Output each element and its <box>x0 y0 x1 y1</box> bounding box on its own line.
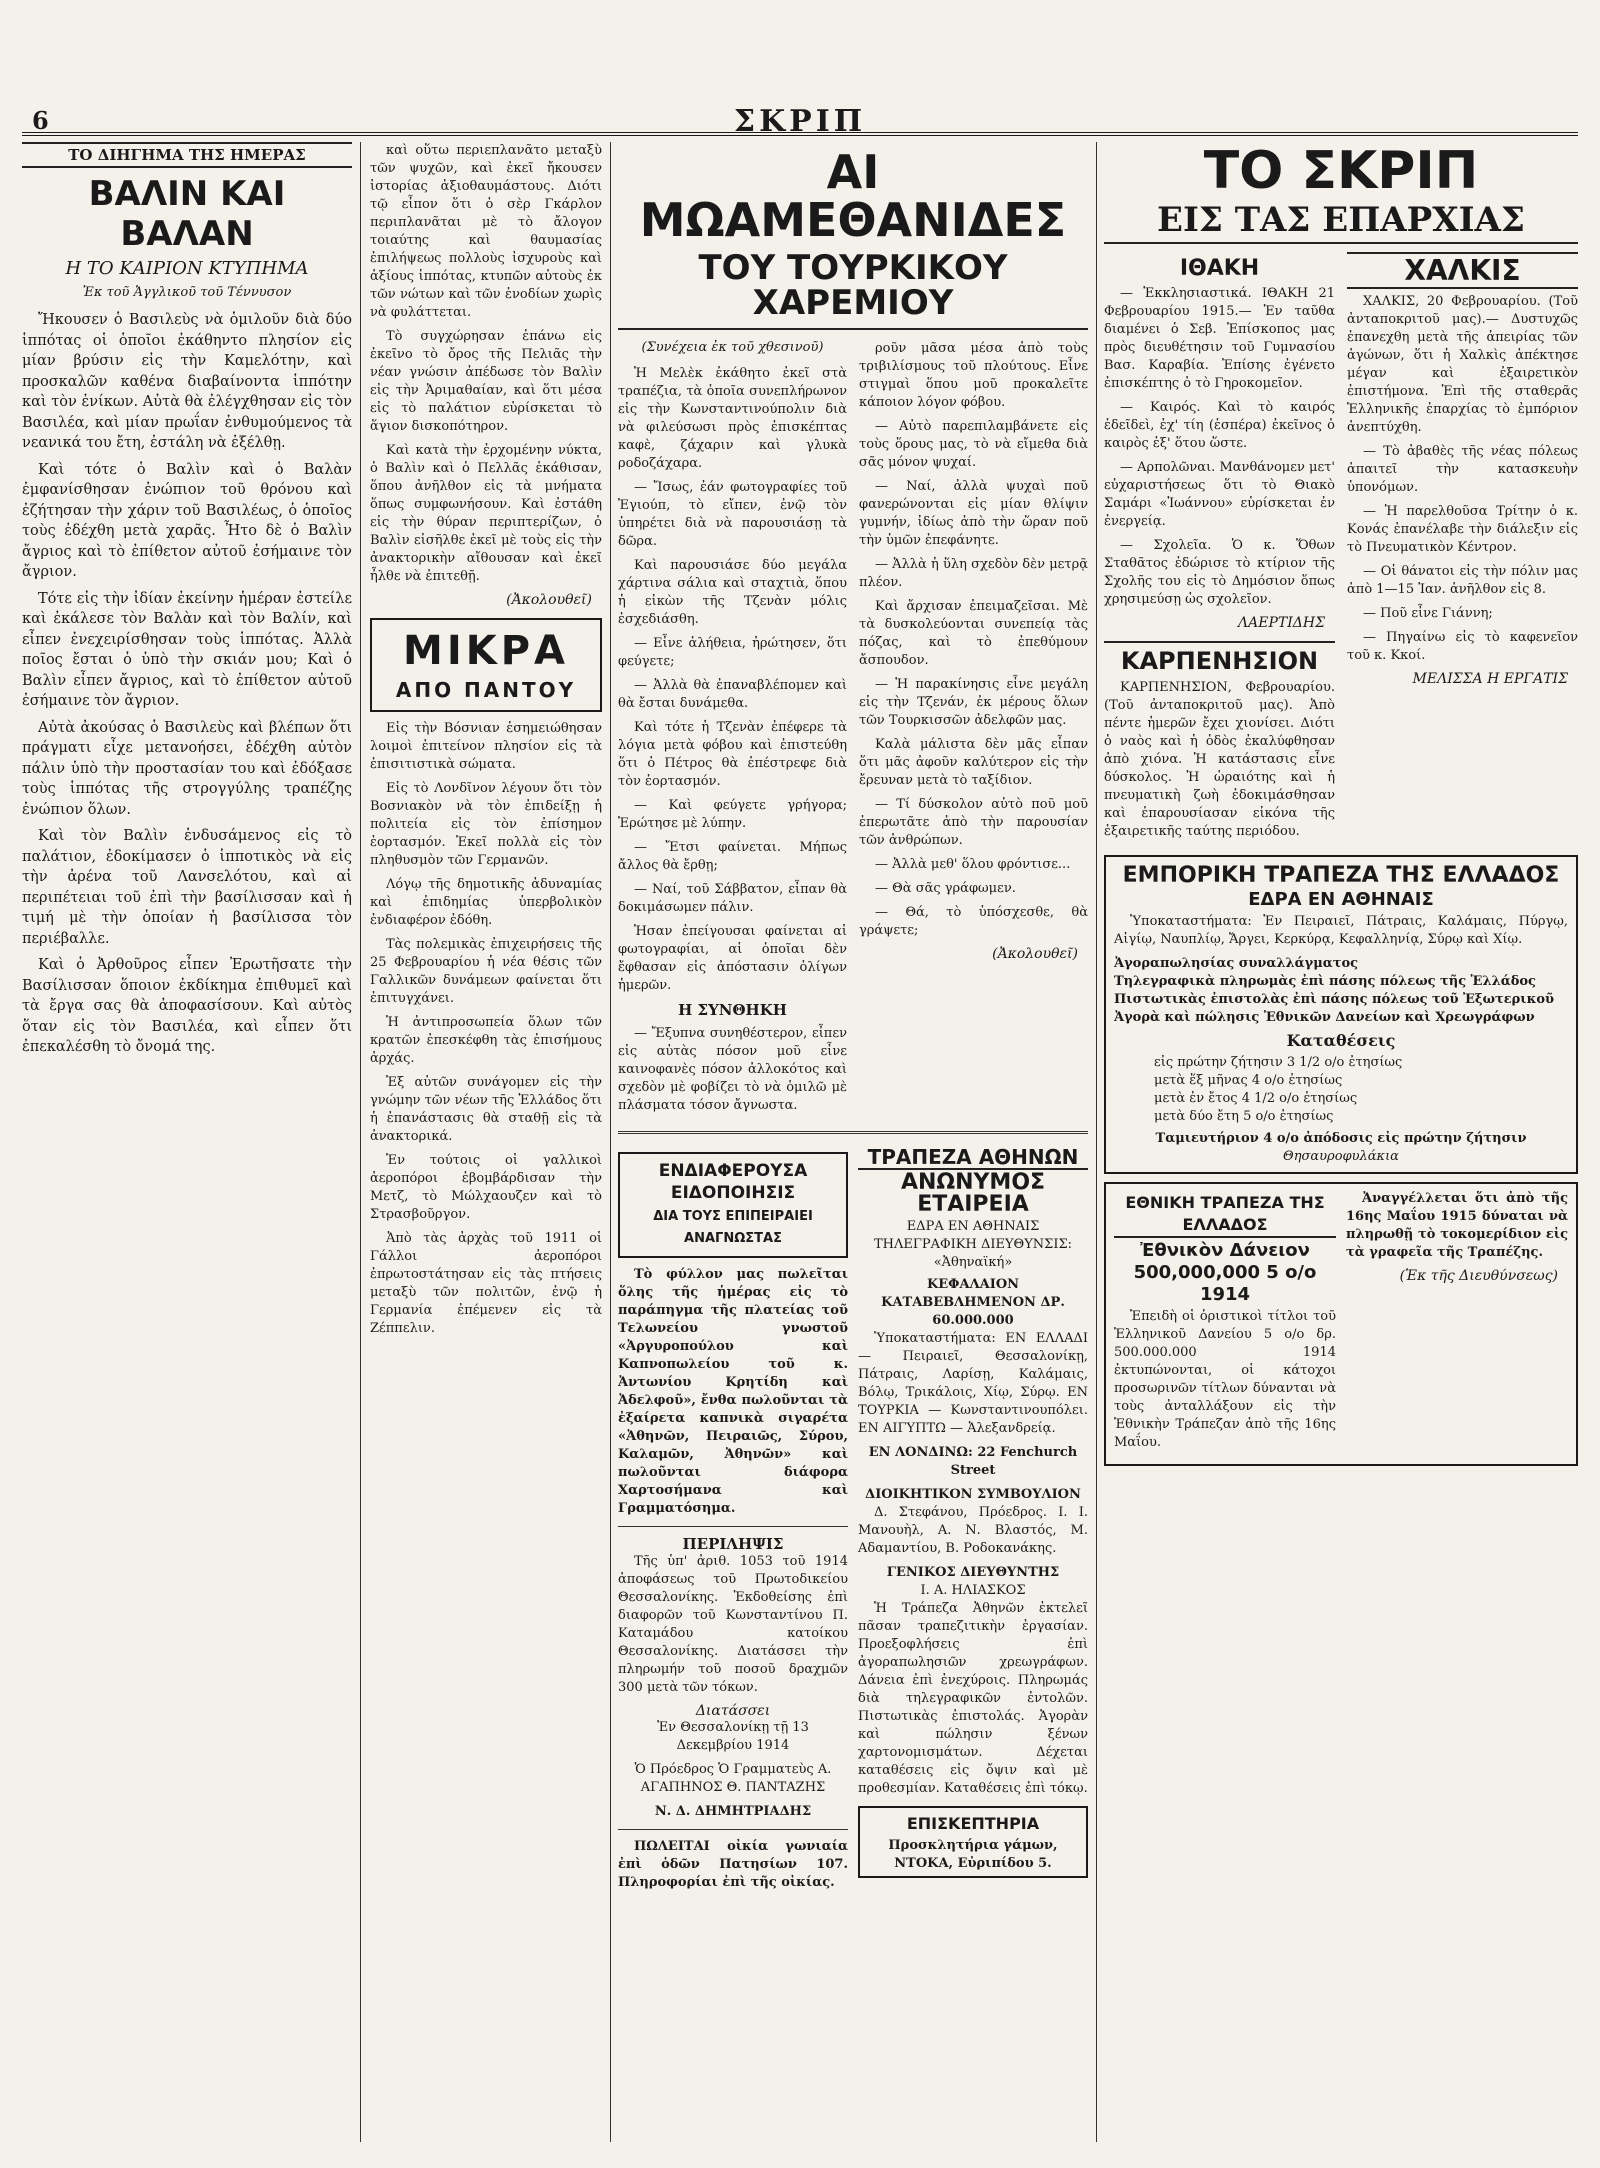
chalkis-item: — Ἡ παρελθοῦσα Τρίτην ὁ κ. Κονάς ἐπανέλαβε τὴν διάλεξιν εἰς τὸ Πνευματικὸν Κέντρον. <box>1347 504 1578 556</box>
ithaki-paragraph: — Αρπολῶναι. Μανθάνομεν μετ' εὐχαριστήσεως ὅτι τὸ Θιακὸ Σαμάρι «Ἰωάννου» εὑρίσκεται ἐν ἐνεργείᾳ. <box>1104 460 1335 530</box>
notice-box <box>618 1152 848 1258</box>
column-rule <box>610 142 611 2142</box>
chalkis-title: ΧΑΛΚΙΣ <box>1347 252 1578 289</box>
section-title: Η ΣΥΝΘΗΚΗ <box>678 1000 787 1019</box>
emporiki-line: Ἀγορὰ καὶ πώλησις Ἐθνικῶν Δανείων καὶ Χρεωγράφων <box>1114 1010 1535 1026</box>
column-provinces <box>1104 142 1578 2142</box>
feature-right <box>859 340 1088 1121</box>
ithaki-signature: ΛΑΕΡΤΙΔΗΣ <box>1238 615 1325 632</box>
visit-cards-title: ΕΠΙΣΚΕΠΤΗΡΙΑ <box>906 1813 1040 1833</box>
feature-paragraph: ροῦν μᾶσα μέσα ἀπὸ τοὺς τριβιλίσμους τοῦ πλούτους. Εἶνε στιγμαὶ ὅπου μοῦ προκαλεῖτε κάποιον λόγον φόβου. <box>859 340 1088 410</box>
emporiki-title: ΕΜΠΟΡΙΚΗ ΤΡΑΠΕΖΑ ΤΗΣ ΕΛΛΑΔΟΣ <box>1122 863 1560 889</box>
story-kicker: ΤΟ ΔΙΗΓΗΜΑ ΤΗΣ ΗΜΕΡΑΣ <box>22 142 352 168</box>
deposit-rate: μετὰ ἐν ἔτος 4 1/2 ο/ο ἐτησίως <box>1154 1091 1358 1107</box>
karpenision-text: ΚΑΡΠΕΝΗΣΙΟΝ, Φεβρουαρίου. (Τοῦ ἀνταποκριτοῦ μας). Ἀπὸ πέντε ἡμερῶν ἔχει χιονίσει. Διότι ὁ ναὸς καὶ ἡ ὁδὸς ἐκαλύφθησαν ἀπὸ χιόνα. Ἡ κατάστασις εἶνε δύσκολος. Ἡ ὡραιότης καὶ ἡ πνευματικὴ ζωὴ ἐδοκιμάσθησαν καὶ ἐπαρουσίασαν εἰκόνα τῆς ἐξαιρετικῆς ταύτης περιόδου. <box>1104 680 1335 840</box>
savings-line: Ταμιευτήριον 4 ο/ο ἀπόδοσις εἰς πρώτην ζήτησιν <box>1155 1131 1527 1147</box>
feature-paragraph: Καλὰ μάλιστα δὲν μᾶς εἶπαν ὅτι μᾶς ἀφοῦν καλύτερον εἰς τὴν ἔρευναν μετὰ τὸ ταξίδιον. <box>859 736 1088 788</box>
provinces-body <box>1104 252 1578 847</box>
notice-title: ΕΝΔΙΑΦΕΡΟΥΣΑ ΕΙΔΟΠΟΙΗΣΙΣ <box>658 1160 808 1203</box>
summary-title: ΠΕΡΙΛΗΨΙΣ <box>682 1534 784 1553</box>
director-name: Ι. Α. ΗΛΙΑΣΚΟΣ <box>920 1582 1026 1598</box>
news-item: Ἐξ αὐτῶν συνάγομεν εἰς τὴν γνώμην τῶν νέων τῆς Ἑλλάδος ὅτι ἡ ἐπανάστασις θὰ σταθῇ εἰς τὰ ἀνακτορικά. <box>370 1075 602 1144</box>
divider <box>618 1829 848 1830</box>
signature-names: Ὁ Πρόεδρος Ὁ Γραμματεὺς Α. ΑΓΑΠΗΝΟΣ Θ. ΠΑΝΤΑΖΗΣ <box>634 1761 832 1795</box>
orders-label: Διατάσσει <box>695 1702 771 1719</box>
board-title: ΔΙΟΙΚΗΤΙΚΟΝ ΣΥΜΒΟΥΛΙΟΝ <box>865 1486 1081 1502</box>
feature-paragraph: — Θά, τὸ ὑπόσχεσθε, θὰ γράψετε; <box>859 904 1088 938</box>
feature-paragraph: — Ἀλλὰ ἡ ὕλη σχεδὸν δὲν μετρᾷ πλέον. <box>859 556 1088 590</box>
mikra-title: ΜΙΚΡΑ <box>403 628 569 674</box>
story-paragraph: Αὐτὰ ἀκούσας ὁ Βασιλεὺς καὶ βλέπων ὅτι πράγματι εἶχε μετανοήσει, ἐδέχθη αὐτὸν πάλιν ὑπὸ τὴν προστασίαν του καὶ ἐδόξασε τοὺς ἱππότας τῆς στρογγύλης τραπέζης ἐνώπιον ὅλων. <box>22 719 352 818</box>
newspaper-title: ΣΚΡΙΠ <box>733 104 867 139</box>
chalkis-item: — Τὸ ἀβαθὲς τῆς νέας πόλεως ἀπαιτεῖ τὴν κατασκευὴν ὑπονόμων. <box>1347 444 1578 496</box>
karpenision-title: ΚΑΡΠΕΝΗΣΙΟΝ <box>1104 641 1335 675</box>
ethniki-ad <box>1104 1182 1578 1466</box>
column-continuation <box>370 142 602 2142</box>
notice-column <box>618 1144 848 1898</box>
news-item: Εἰς τὴν Βόσνιαν ἐσημειώθησαν λοιμοὶ ἐπιτείνον πλησίον εἰς τὰ ἐπισιτιστικὰ σώματα. <box>370 721 602 772</box>
bank-column <box>858 1144 1088 1898</box>
feature-paragraph: — Θὰ σᾶς γράφωμεν. <box>875 880 1016 896</box>
signature-place: Ἐν Θεσσαλονίκῃ τῇ 13 Δεκεμβρίου 1914 <box>657 1719 809 1753</box>
chalkis-signature: ΜΕΛΙΣΣΑ Η ΕΡΓΑΤΙΣ <box>1412 671 1568 688</box>
news-item: Λόγῳ τῆς δημοτικῆς ἀδυναμίας καὶ ἐπιδημίας ὑπερβολικὸν ἐνδιαφέρον ἐδόθη. <box>370 877 602 928</box>
bank-seat: ΕΔΡΑ ΕΝ ΑΘΗΝΑΙΣ <box>906 1218 1040 1234</box>
masthead <box>22 14 1578 139</box>
column-feature <box>618 142 1088 2142</box>
news-item: Ἡ ἀντιπροσωπεία ὅλων τῶν κρατῶν ἐπεσκέφθη τὰς ἐπισήμους ἀρχάς. <box>370 1015 602 1066</box>
story-source: Ἐκ τοῦ Ἀγγλικοῦ τοῦ Τέννυσον <box>82 285 292 300</box>
visit-cards-text: Προσκλητήρια γάμων, ΝΤΟΚΑ, Εὐριπίδου 5. <box>888 1837 1058 1871</box>
divider <box>618 1526 848 1527</box>
story-paragraph: καὶ οὕτω περιεπλανᾶτο μεταξὺ τῶν ψυχῶν, καὶ ἐκεῖ ἤκουσεν ἱστορίας ἀξιοθαυμάστους. Διότι τῷ εἶπον ὅτι ὁ σὲρ Γκάρλον περιπλανᾶται μὲ τὸ ἄλογον τοιαύτης καὶ θαυμασίας ἐπιλήψεως πολλοὺς ἰσχυροὺς καὶ ἀξίους ἱππότας, κτυπῶν αὐτοὺς ἐκ τῶν νώτων καὶ τῶν ἐνοδίων χωρὶς νὰ φυλάττεται. <box>370 143 602 320</box>
ethniki-right <box>1346 1190 1568 1458</box>
story-paragraph: Τὸ συγχώρησαν ἐπάνω εἰς ἐκεῖνο τὸ ὄρος τῆς Πελιᾶς τὴν νέαν γνώσιν ἀπέδωσε τὸν Βαλὶν εἰς τὴν Ἀριμαθαίαν, καὶ ὅτι μέσα εἰς τὸ παλάτιον εὑρίσκεται τὸ ἅγιον δισκοπότηρον. <box>370 329 602 434</box>
bank-london: ΕΝ ΛΟΝΔΙΝΩ: 22 Fenchurch Street <box>868 1444 1078 1478</box>
ithaki-title: ΙΘΑΚΗ <box>1179 256 1260 282</box>
feature-paragraph: Καὶ τότε ἡ Τζενὰν ἐπέφερε τὰ λόγια μετὰ φόβου καὶ ἐπιστεύθη ὅτι ὁ Πέτρος θὰ ἐπέστρεφε διὰ τὸν ἐορτασμόν. <box>618 719 847 789</box>
chalkis-item: — Πηγαίνω εἰς τὸ καφενεῖον τοῦ κ. Κκοί. <box>1347 630 1578 664</box>
feature-paragraph: — Ἡ παρακίνησις εἶνε μεγάλη εἰς τὴν Τζενάν, ἐκ μέρους ὅλων τῶν Τουρκισσῶν ἀδελφῶν μας. <box>859 676 1088 728</box>
director-title: ΓΕΝΙΚΟΣ ΔΙΕΥΘΥΝΤΗΣ <box>886 1564 1060 1580</box>
news-item: Ἐν τούτοις οἱ γαλλικοὶ ἀεροπόροι ἐβομβάρδισαν τὴν Μετζ, τὸ Μώλχαουζεν καὶ τὸ Στρασβοῦργον. <box>370 1153 602 1222</box>
bank-subtitle: ΑΝΩΝΥΜΟΣ ΕΤΑΙΡΕΙΑ <box>900 1169 1046 1217</box>
deposits-title: Καταθέσεις <box>1286 1031 1396 1051</box>
feature-paragraph: — Ἀλλὰ θὰ ἐπαναβλέπομεν καὶ θὰ ἔσται δυνάμεθα. <box>618 677 847 711</box>
feature-paragraph: Ἡ Μελὲκ ἐκάθητο ἐκεῖ στὰ τραπέζια, τὰ ὁποῖα συνεπλήρωνον εἰς τὴν Κωνσταντινούπολιν διὰ νὰ φιλεύσωσι πρὸς ἐπισκέπτας καφὲ, ζάχαριν καὶ γλυκὰ ροδοζάχαρα. <box>618 365 847 471</box>
feature-paragraph: Ἡσαν ἐπείγουσαι φαίνεται αἱ φωτογραφίαι, αἱ ὁποῖαι δὲν ἔφθασαν εἰς ἀπόστασιν ὀλίγων ἡμερῶν. <box>618 923 847 993</box>
story-paragraph: Ἤκουσεν ὁ Βασιλεὺς νὰ ὁμιλοῦν διὰ δύο ἱππότας οἱ ὁποῖοι ἐκάθηντο πλησίον εἰς μίαν βρύσιν εἰς τὴν Καμελότην, καὶ προσκαλῶν καθένα διαβαίνοντα ἱππότην καὶ τὸν ἐνίκων. Αὐτὰ θὰ ἐλέγχθησαν εἰς τὸν Βασιλέα, καὶ μίαν πρωΐαν ἐνθυμούμενος τὰ νεανικά του ἔτη, ἐστάλη νὰ ἐξέλθῃ. <box>22 312 352 451</box>
continued-note: (Ἀκολουθεῖ) <box>506 592 592 608</box>
story-paragraph: Καὶ κατὰ τὴν ἐρχομένην νύκτα, ὁ Βαλὶν καὶ ὁ Πελλᾶς ἐκάθισαν, ὅπου ἀνῆλθον εἰς τὰ μνήματα ὅπως συμφωνήσουν. Καὶ ἐστάθη εἰς τὴν θύραν περιπτερίζων, ὁ Βαλὶν εἰσῆλθε ἐκεῖ μὲ τοὺς εἰς τὴν ἀνακτορικὴν αἴθουσαν καὶ ἐκεῖ ἦλθε νὰ ἐπιτεθῇ. <box>370 443 602 584</box>
ethniki-right-text: Ἀναγγέλλεται ὅτι ἀπὸ τῆς 16ης Μαΐου 1915 δύναται νὰ πληρωθῇ τὸ τοκομερίδιον εἰς τὰ γραφεῖα τῆς Τραπέζης. <box>1346 1191 1568 1261</box>
feature-paragraph: — Ἔτσι φαίνεται. Μήπως ἄλλος θὰ ἔρθῃ; <box>618 839 847 873</box>
bank-telegraph: ΤΗΛΕΓΡΑΦΙΚΗ ΔΙΕΥΘΥΝΣΙΣ: «Ἀθηναϊκή» <box>873 1236 1073 1270</box>
bank-branches: Ὑποκαταστήματα: ΕΝ ΕΛΛΑΔΙ — Πειραιεῖ, Θεσσαλονίκῃ, Πάτραις, Λαρίσῃ, Καλάμαις, Βόλῳ, Τρικάλοις, Χίῳ, Σύρῳ. ΕΝ ΤΟΥΡΚΙΑ — Κωνσταντινουπόλει. ΕΝ ΑΙΓΥΠΤΩ — Ἀλεξανδρείᾳ. <box>858 1330 1088 1436</box>
news-item: Τὰς πολεμικὰς ἐπιχειρήσεις τῆς 25 Φεβρουαρίου ἡ νέα θέσις τῶν Γαλλικῶν δυνάμεων φαίνεται ὅτι ἐπιτυγχάνει. <box>370 937 602 1006</box>
feature-paragraph: — Ναί, ἀλλὰ ψυχαὶ ποῦ φανερώνονται εἰς μίαν θλίψιν γυμνήν, ἰδίως ἀπὸ τὴν ὥραν ποῦ τὴν ὑμῶν ἐπεφάνητε. <box>859 478 1088 548</box>
chalkis-text: ΧΑΛΚΙΣ, 20 Φεβρουαρίου. (Τοῦ ἀνταποκριτοῦ μας).— Δυστυχῶς ἐπανεχθη μετὰ τῆς ἀπειρίας τῶν ἀγώνων, ὅτι ἡ Χαλκὶς ἀπέκτησε μέγαν καὶ ἐξαιρετικὸν ἐπιστήμονα. Ἐπὶ τῆς σταθερᾶς Ἑλληνικῆς ἐπαρχίας τὸ ἐμπόριον ἀνεπτύχθη. <box>1347 294 1578 436</box>
feature-paragraph: — Ἴσως, ἐάν φωτογραφίες τοῦ Ἐγιούπ, τὸ εἴπεν, ἐνῷ τὸν ὑπηρέτει διὰ νὰ παρουσιάσῃ τὰ δῶρα. <box>618 479 847 549</box>
deposit-rate: μετὰ δύο ἔτη 5 ο/ο ἐτησίως <box>1154 1109 1334 1125</box>
column-story <box>22 142 352 2142</box>
news-item: Ἀπὸ τὰς ἀρχὰς τοῦ 1911 οἱ Γάλλοι ἀεροπόροι ἐπρωτοστάτησαν εἰς τὰς πτήσεις μεταξὺ τῶν πολιτῶν, ἐνῷ ἡ Γερμανία ἐπέμενεν εἰς τὰ Ζέππελιν. <box>370 1231 602 1336</box>
bank-capital: ΚΕΦΑΛΑΙΟΝ ΚΑΤΑΒΕΒΛΗΜΕΝΟΝ ΔΡ. 60.000.000 <box>881 1276 1065 1328</box>
column-rule <box>1096 142 1097 2142</box>
provinces-headline-2: ΕΙΣ ΤΑΣ ΕΠΑΡΧΙΑΣ <box>1104 203 1578 245</box>
deposit-rate: εἰς πρώτην ζήτησιν 3 1/2 ο/ο ἐτησίως <box>1154 1055 1403 1071</box>
bank-title: ΤΡΑΠΕΖΑ ΑΘΗΝΩΝ <box>858 1146 1088 1170</box>
feature-headline-2: ΤΟΥ ΤΟΥΡΚΙΚΟΥ ΧΑΡΕΜΙΟΥ <box>618 251 1088 330</box>
mikra-box <box>370 618 602 712</box>
feature-paragraph: Καὶ ἄρχισαν ἐπειμαζεῖσαι. Μὲ τὰ δυσκολεύονται συνεπείᾳ τὰς πόζας, καὶ τὸ ἐπεθύμουν ἄσπουδον. <box>859 598 1088 668</box>
continued-note: (Ἀκολουθεῖ) <box>992 945 1078 962</box>
ethniki-body <box>1114 1190 1568 1458</box>
ethniki-text: Ἐπειδὴ οἱ ὁριστικοὶ τίτλοι τοῦ Ἑλληνικοῦ Δανείου 5 ο/ο δρ. 500.000.000 1914 ἐκτυπώνονται, οἱ κάτοχοι προσωρινῶν τίτλων δύνανται νὰ τοὺς ἀνταλλάξουν εἰς τὴν Ἐθνικὴν Τράπεζαν ἀπὸ τῆς 16ης Μαΐου. <box>1114 1309 1336 1451</box>
feature-paragraph: — Ἔξυπνα συνηθέστερον, εἶπεν εἰς αὐτὰς πόσον μοῦ εἶνε καινοφανὲς πόσον ἀλλοκότος καὶ σχεδὸν μὲ φοβίζει τὸ νὰ ὁμιλῶ μὲ πλάσματα τόσον ἄγνωστα. <box>618 1025 847 1113</box>
ethniki-signature: (Ἐκ τῆς Διευθύνσεως) <box>1399 1268 1558 1285</box>
ethniki-loan: Ἐθνικὸν Δάνειον 500,000,000 5 ο/ο 1914 <box>1133 1240 1317 1306</box>
story-paragraph: Καὶ ὁ Ἀρθοῦρος εἶπεν Ἐρωτῆσατε τὴν Βασίλισσαν ὅποιον ἐκδίκημα ἐπιθυμεῖ καὶ τὰ ἔργα σας θὰ ἀποφασίσουν. Καὶ αὐτὸς ὅταν εἰς τὸν Βασιλέα, καὶ εἶπεν ὅτι ἐπεκαλέσθη τὸ ὄνομά της. <box>22 957 352 1055</box>
story-paragraph: Καὶ τότε ὁ Βαλὶν καὶ ὁ Βαλὰν ἐμφανίσθησαν ἐνώπιον τοῦ θρόνου καὶ ἐζήτησαν τὴν χάριν τοῦ Βασιλέως, ὁ ὁποῖος τοὺς ἐδέχθη μετὰ χαρᾶς. Ἦτο δὲ ὁ Βαλὶν ἄγριος καὶ τὸ ἐπίθετον αὐτοῦ ἐσήμαινε τὸν ἄγριον. <box>22 461 352 580</box>
provinces-right <box>1347 252 1578 847</box>
signature-lawyer: Ν. Δ. ΔΗΜΗΤΡΙΑΔΗΣ <box>654 1803 812 1819</box>
divider <box>618 1131 1088 1134</box>
emporiki-line: Τηλεγραφικὰ πληρωμὰς ἐπὶ πάσης πόλεως τῆς Ἑλλάδος <box>1114 974 1536 990</box>
page-number: 6 <box>32 106 49 135</box>
emporiki-line: Πιστωτικὰς ἐπιστολὰς ἐπὶ πάσης πόλεως τοῦ Ἐξωτερικοῦ <box>1114 992 1555 1008</box>
story-paragraph: Καὶ τὸν Βαλὶν ἐνδυσάμενος εἰς τὸ παλάτιον, ἐδοκίμασεν ὁ ἱπποτικὸς νὰ εἰς τὴν ἀρένα τοῦ Λανσελότου, καὶ αἱ περιπέτειαι τοῦ ἐπὶ τὴν βασίλισσαν καὶ ἡ τιμή μὲ τὴν ὁποίαν ἡ βασίλισσα τὸν περιέβαλλε. <box>22 828 352 947</box>
ethniki-title: ΕΘΝΙΚΗ ΤΡΑΠΕΖΑ ΤΗΣ ΕΛΛΑΔΟΣ <box>1114 1192 1336 1238</box>
ithaki-paragraph: — Καιρός. Καὶ τὸ καιρός ἐδεῖδεὶ, ἐχ' τίη (ἑσπέρα) ἐκεῖνος ὁ καιρὸς ἐξ' ὅτου ὥστε. <box>1104 400 1335 452</box>
feature-paragraph: — Τί δύσκολον αὐτὸ ποῦ μοῦ ἐπερωτᾶτε ἀπὸ τὴν παρουσίαν τῶν ἀνθρώπων. <box>859 796 1088 848</box>
visit-cards-box <box>858 1806 1088 1878</box>
feature-paragraph: — Ναί, τοῦ Σάββατον, εἶπαν θὰ δοκιμάσωμεν πάλιν. <box>618 881 847 915</box>
deposit-rate: μετὰ ἕξ μῆνας 4 ο/ο ἐτησίως <box>1154 1073 1343 1089</box>
feature-headline: ΑΙ ΜΩΑΜΕΘΑΝΙΔΕΣ <box>639 145 1067 248</box>
story-headline: ΒΑΛΙΝ ΚΑΙ ΒΑΛΑΝ <box>88 174 286 254</box>
feature-paragraph: — Αὐτὸ παρεπιλαμβάνετε εἰς τοὺς ὅρους μας, τὸ νὰ εἴμεθα διὰ σᾶς μόνον ψυχαί. <box>859 418 1088 470</box>
feature-paragraph: — Καὶ φεύγετε γρήγορα; Ἐρώτησε μὲ λύπην. <box>618 797 847 831</box>
newspaper-page <box>22 14 1578 2154</box>
emporiki-branches: Ὑποκαταστήματα: Ἐν Πειραιεῖ, Πάτραις, Καλάμαις, Πύργῳ, Αἰγίῳ, Ναυπλίῳ, Ἄργει, Κερκύρᾳ, Κεφαλληνίᾳ, Σύρῳ καὶ Χίῳ. <box>1114 914 1568 948</box>
chalkis-item: — Ποῦ εἶνε Γιάννη; <box>1363 606 1493 622</box>
story-subhead: Η ΤΟ ΚΑΙΡΙΟΝ ΚΤΥΠΗΜΑ <box>65 258 309 279</box>
lower-ads <box>618 1144 1088 1898</box>
news-item: Εἰς τὸ Λονδῖνον λέγουν ὅτι τὸν Βοσνιακὸν νὰ τὸν ἐπιδείξῃ ἡ πολιτεία εἰς τὸν ἐπίσημον ἑορτασμόν. Ἐκεῖ πολλὰ εἰς τὸν πληθυσμὸν τῶν Γερμανῶν. <box>370 781 602 868</box>
summary-text: Τῆς ὑπ' ἀριθ. 1053 τοῦ 1914 ἀποφάσεως τοῦ Πρωτοδικείου Θεσσαλονίκης. Ἐκδοθείσης ἐπὶ διαφορῶν τοῦ Κωνσταντίνου Π. Καταμάδου κατοίκου Θεσσαλονίκης. Διατάσσει τὴν πληρωμήν τοῦ ποσοῦ δραχμῶν 300 μετὰ τῶν τόκων. <box>618 1553 848 1695</box>
feature-paragraph: — Εἶνε ἀλήθεια, ἠρώτησεν, ὅτι φεύγετε; <box>618 635 847 669</box>
bank-text: Ἡ Τράπεζα Ἀθηνῶν ἐκτελεῖ πᾶσαν τραπεζιτικὴν ἐργασίαν. Προεξοφλήσεις ἐπὶ ἀγοραπωλησιῶν χρεωγράφων. Δάνεια ἐπὶ ἐνεχύροις. Πληρωμάς διὰ τηλεγραφικῶν ἐντολῶν. Πιστωτικὰς ἐπιστολάς. Ἀγορὰν καὶ πώλησιν ξένων χαρτονομισμάτων. Δέχεται καταθέσεις εἰς ὄψιν καὶ μὲ προθεσμίαν. Καταθέσεις ἐπὶ τόκῳ. <box>858 1600 1088 1796</box>
chalkis-item: — Οἱ θάνατοι εἰς τὴν πόλιν μας ἀπὸ 1—15 Ἰαν. ἀνῆλθον εἰς 8. <box>1347 564 1578 598</box>
feature-paragraph: — Ἀλλὰ μεθ' ὅλου φρόντισε... <box>875 856 1071 872</box>
ithaki-paragraph: — Ἐκκλησιαστικά. ΙΘΑΚΗ 21 Φεβρουαρίου 1915.— Ἐν ταῦθα διαμένει ὁ Σεβ. Ἐπίσκοπος μας πρὸς διευθέτησιν τοῦ Γυμνασίου Βασ. Καραβία. Ἐπίσης ἐγένετο ἐπισκέπτης ὁ τὸ Γηροκομεῖον. <box>1104 286 1335 392</box>
ithaki-paragraph: — Σχολεῖα. Ὁ κ. Ὅθων Σταθᾶτος ἐδώρισε τὸ κτίριον τῆς Σχολῆς του εἰς τὸ Δημόσιον ὅπως χρησιμεύσῃ ὡς σχολεῖον. <box>1104 538 1335 608</box>
vaults-line: Θησαυροφυλάκια <box>1283 1149 1399 1165</box>
feature-paragraph: Καὶ παρουσιάσε δύο μεγάλα χάρτινα σάλια καὶ σταχτιὰ, ὅπου ἡ εἰκὼν τῆς Τζενὰν μόλις ἐσχεδιάσθη. <box>618 557 847 627</box>
continued-from: (Συνέχεια ἐκ τοῦ χθεσινοῦ) <box>641 339 824 355</box>
notice-subtitle: ΔΙΑ ΤΟΥΣ ΕΠΙΠΕΙΡΑΙΕΙ ΑΝΑΓΝΩΣΤΑΣ <box>653 1208 813 1246</box>
ethniki-left <box>1114 1190 1336 1458</box>
story-paragraph: Τότε εἰς τὴν ἰδίαν ἐκείνην ἡμέραν ἐστείλε καὶ ἐκάλεσε τὸν Βαλὰν καὶ τὸν Βαλίν, καὶ εἶπεν ἐνεχειρίσθησαν τοὺς ἱππότας. Ἀλλὰ ποῖος ἔσται ὁ ὑπὸ τὴν σκιάν μου; Καὶ ὁ Βαλὶν εἶπεν ἄγριος, καὶ τὸ ἐπίθετον αὐτοῦ ἐσήμαινε τὸν ἄγριον. <box>22 590 352 709</box>
provinces-headline: ΤΟ ΣΚΡΙΠ <box>1203 142 1479 201</box>
feature-body <box>618 340 1088 1121</box>
mikra-subtitle: ΑΠΟ ΠΑΝΤΟΥ <box>395 678 577 702</box>
emporiki-line: Ἀγοραπωλησίας συναλλάγματος <box>1114 956 1359 972</box>
provinces-left <box>1104 252 1335 847</box>
emporiki-ad <box>1104 855 1578 1174</box>
notice-text: Τὸ φύλλον μας πωλεῖται ὅλης τῆς ἡμέρας εἰς τὸ παράπηγμα τῆς πλατείας τοῦ Τελωνείου γνωστοῦ «Ἀργυροπούλου καὶ Καπνοπωλείου τοῦ κ. Ἀντωνίου Κρητίδη καὶ Ἀδελφοῦ», ἔνθα πωλοῦνται τὰ ἐξαίρετα καπνικὰ σιγαρέτα «Ἀθηνῶν, Πειραιῶς, Σύρου, Καλαμῶν, Ἀθηνῶν» καὶ πωλοῦνται διάφορα Χαρτοσήμανα καὶ Γραμματόσημα. <box>618 1266 848 1516</box>
sale-notice: ΠΩΛΕΙΤΑΙ οἰκία γωνιαία ἐπὶ ὁδῶν Πατησίων 107. Πληροφορίαι ἐπὶ τῆς οἰκίας. <box>618 1838 848 1890</box>
emporiki-seat: ΕΔΡΑ ΕΝ ΑΘΗΝΑΙΣ <box>1248 889 1434 911</box>
feature-left <box>618 340 847 1121</box>
column-rule <box>360 142 361 2142</box>
board-members: Δ. Στεφάνου, Πρόεδρος. Ι. Ι. Μανουὴλ, Α. Ν. Βλαστός, Μ. Αδαμαντίου, Β. Ροδοκανάκης. <box>858 1504 1088 1556</box>
